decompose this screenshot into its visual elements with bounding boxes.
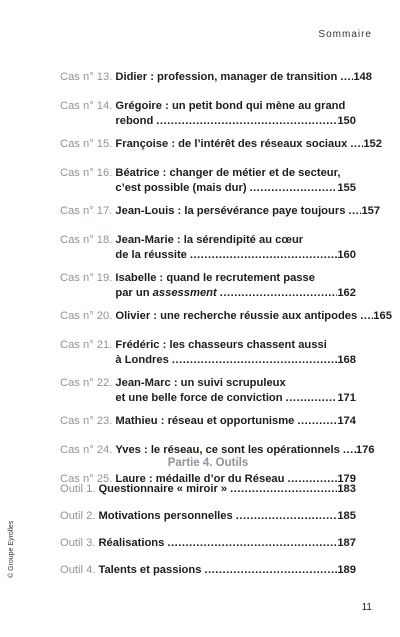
entry-text xyxy=(112,70,372,85)
entry-text xyxy=(112,414,356,429)
section-heading xyxy=(60,457,356,469)
entry-number: Cas n° 21. xyxy=(60,339,113,351)
entry-title: et une belle force de conviction xyxy=(115,392,283,404)
dot-leader xyxy=(340,443,356,458)
entry-number: Cas n° 16. xyxy=(60,167,113,179)
entry-title: c’est possible (mais dur) xyxy=(115,182,247,194)
dot-leader xyxy=(283,391,338,406)
entry-number: Cas n° 19. xyxy=(60,272,113,284)
entry-text xyxy=(112,443,375,458)
entry-text xyxy=(112,99,356,129)
entry-page-number: 185 xyxy=(337,510,356,522)
entry-text xyxy=(112,204,381,219)
page-number: 11 xyxy=(361,602,372,613)
entry-text xyxy=(112,376,356,406)
entry-number: Cas n° 23. xyxy=(60,415,113,427)
entry-page-number: 174 xyxy=(337,415,356,427)
entry-number: Outil 2. xyxy=(60,510,96,522)
toc-entry[interactable] xyxy=(60,482,356,497)
toc-entry[interactable] xyxy=(60,233,356,263)
entry-number: Cas n° 15. xyxy=(60,138,113,150)
entry-page-number: 179 xyxy=(337,473,356,485)
entry-title: Talents et passions xyxy=(98,564,202,576)
entry-page-number: 165 xyxy=(373,310,392,322)
entry-title-line: Grégoire : un petit bond qui mène au grand xyxy=(115,100,346,112)
entry-number: Cas n° 14. xyxy=(60,100,113,112)
toc-entry[interactable] xyxy=(60,309,392,324)
entry-page-number: 150 xyxy=(337,115,356,127)
toc-cases-list xyxy=(60,70,392,501)
entry-text xyxy=(95,536,356,551)
entry-page-number: 162 xyxy=(337,287,356,299)
entry-title: Mathieu : réseau et opportunisme xyxy=(115,415,295,427)
entry-text xyxy=(112,309,392,324)
toc-tools-list xyxy=(60,482,356,590)
entry-text xyxy=(112,338,356,368)
entry-title: de la réussite xyxy=(115,249,187,261)
entry-page-number: 160 xyxy=(337,249,356,261)
section-label: Partie 4. xyxy=(167,457,213,469)
entry-title: Yves : le réseau, ce sont les opérationnels xyxy=(115,444,340,456)
dot-leader xyxy=(164,536,337,551)
entry-title: Motivations personnelles xyxy=(98,510,233,522)
dot-leader xyxy=(337,70,353,85)
entry-text xyxy=(112,233,356,263)
entry-page-number: 155 xyxy=(337,182,356,194)
dot-leader xyxy=(217,286,338,301)
entry-number: Cas n° 22. xyxy=(60,377,113,389)
entry-number: Outil 1. xyxy=(60,483,96,495)
entry-title-line: Béatrice : changer de métier et de secteur, xyxy=(115,167,341,179)
dot-leader xyxy=(169,353,337,368)
dot-leader xyxy=(294,414,337,429)
entry-text xyxy=(95,563,356,578)
toc-entry[interactable] xyxy=(60,271,356,301)
entry-text xyxy=(95,482,356,497)
entry-number: Cas n° 13. xyxy=(60,71,113,83)
dot-leader xyxy=(347,137,363,152)
entry-title-line: Jean-Marie : la sérendipité au cœur xyxy=(115,234,304,246)
entry-number: Cas n° 17. xyxy=(60,205,113,217)
entry-text xyxy=(112,271,356,301)
entry-page-number: 189 xyxy=(337,564,356,576)
entry-title: Françoise : de l’intérêt des réseaux sociaux xyxy=(115,138,348,150)
entry-title: Didier : profession, manager de transition xyxy=(115,71,338,83)
dot-leader xyxy=(153,114,337,129)
toc-entry[interactable] xyxy=(60,70,372,85)
toc-entry[interactable] xyxy=(60,137,382,152)
entry-page-number: 157 xyxy=(361,205,381,217)
toc-entry[interactable] xyxy=(60,99,356,129)
entry-page-number: 171 xyxy=(337,392,356,404)
entry-title-line: Frédéric : les chasseurs chassent aussi xyxy=(115,339,327,351)
dot-leader xyxy=(345,204,361,219)
section-title: Outils xyxy=(215,457,249,469)
entry-number: Outil 3. xyxy=(60,537,96,549)
toc-entry[interactable] xyxy=(60,338,356,368)
toc-entry[interactable] xyxy=(60,414,356,429)
entry-title: Questionnaire « miroir » xyxy=(98,483,228,495)
running-header: Sommaire xyxy=(318,29,372,40)
dot-leader xyxy=(227,482,337,497)
entry-text xyxy=(95,509,356,524)
entry-page-number: 148 xyxy=(353,71,372,83)
toc-entry[interactable] xyxy=(60,204,381,219)
entry-page-number: 176 xyxy=(355,444,375,456)
entry-text xyxy=(112,137,382,152)
toc-entry[interactable] xyxy=(60,443,375,458)
entry-page-number: 168 xyxy=(337,354,356,366)
dot-leader xyxy=(187,248,337,263)
entry-number: Cas n° 25. xyxy=(60,473,113,485)
entry-title: à Londres xyxy=(115,354,169,366)
entry-page-number: 187 xyxy=(337,537,356,549)
dot-leader xyxy=(201,563,337,578)
entry-title: Jean-Louis : la persévérance paye toujours xyxy=(115,205,346,217)
entry-title: rebond xyxy=(115,115,154,127)
dot-leader xyxy=(247,181,338,196)
entry-title-line: Isabelle : quand le recrutement passe xyxy=(115,272,315,284)
entry-title: Laure : médaille d’or du Réseau xyxy=(115,473,285,485)
copyright-note: © Groupe Eyrolles xyxy=(8,520,15,578)
dot-leader xyxy=(233,509,338,524)
dot-leader xyxy=(357,309,373,324)
toc-entry[interactable] xyxy=(60,376,356,406)
entry-number: Cas n° 20. xyxy=(60,310,113,322)
entry-title: Olivier : une recherche réussie aux antipodes xyxy=(115,310,358,322)
toc-entry[interactable] xyxy=(60,509,356,524)
entry-page-number: 152 xyxy=(363,138,382,150)
entry-number: Cas n° 24. xyxy=(60,444,113,456)
entry-title-line: Jean-Marc : un suivi scrupuleux xyxy=(115,377,286,389)
toc-entry[interactable] xyxy=(60,536,356,551)
entry-title: Réalisations xyxy=(98,537,165,549)
entry-text xyxy=(112,166,356,196)
entry-number: Cas n° 18. xyxy=(60,234,113,246)
toc-entry[interactable] xyxy=(60,563,356,578)
toc-entry[interactable] xyxy=(60,166,356,196)
entry-page-number: 183 xyxy=(337,483,356,495)
entry-title: par un assessment xyxy=(115,287,217,299)
entry-number: Outil 4. xyxy=(60,564,96,576)
